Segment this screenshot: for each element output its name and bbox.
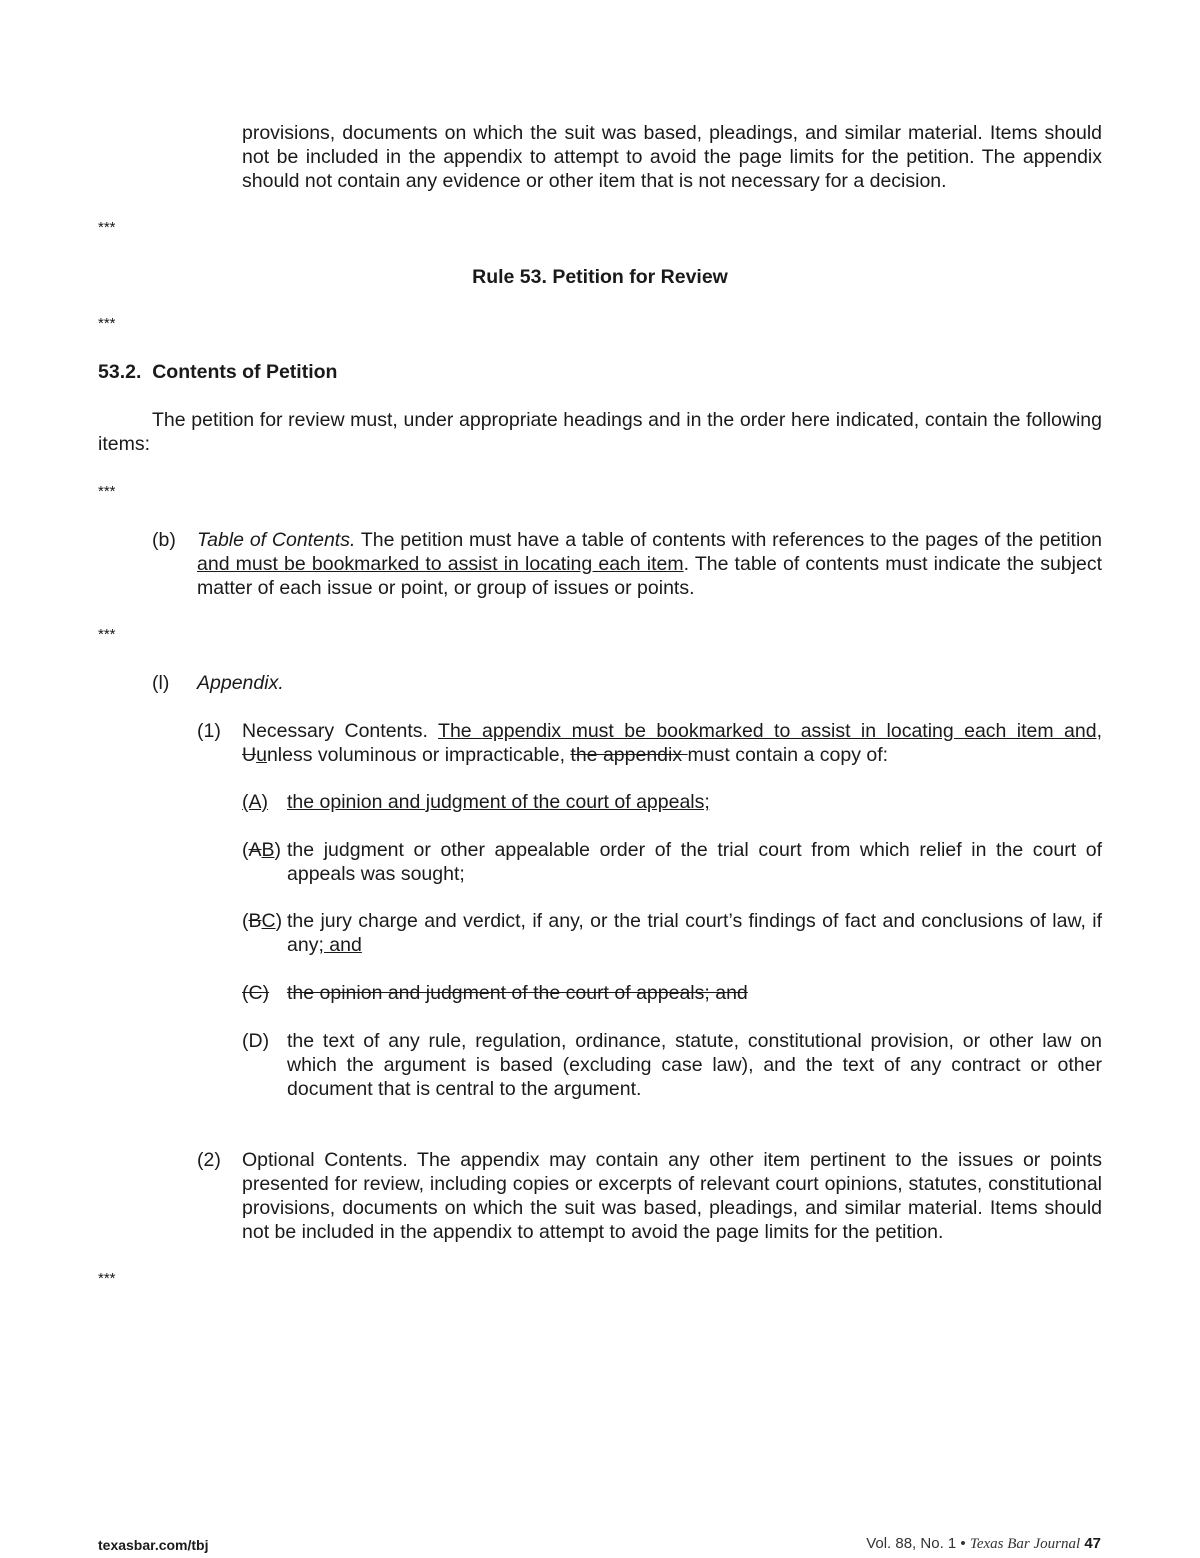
item-b-title: Table of Contents. xyxy=(197,529,356,551)
sub-c-old-label: (C) xyxy=(242,982,270,1004)
omission-marker: *** xyxy=(98,315,116,332)
sub-b-text: the judgment or other appealable order of the trial court from which relief in the court of appeals was sought; xyxy=(287,839,1102,885)
sub-c-label xyxy=(242,909,282,933)
item-l-title: Appendix. xyxy=(197,672,284,694)
sub1-inserted-letter: u xyxy=(256,744,267,766)
omission-marker: *** xyxy=(98,483,116,500)
item-b-text: The petition must have a table of contents with references to the pages of the petition xyxy=(355,529,1102,551)
sub-c-inserted-tail: ; and xyxy=(318,934,362,956)
item-b-paragraph xyxy=(197,528,1102,600)
sub1-inserted-text: The appendix must be bookmarked to assist in locating each item and, xyxy=(438,720,1102,742)
sub-c-inserted-letter: C xyxy=(261,910,276,932)
sub-b-label xyxy=(242,838,281,862)
sub1-lead: Necessary Contents. xyxy=(242,720,439,742)
intro-paragraph: The petition for review must, under appropriate headings and in the order here indicated, contain the following items: xyxy=(98,409,1102,455)
item-l-label: (l) xyxy=(152,672,170,694)
footer-site-link[interactable]: texasbar.com/tbj xyxy=(98,1537,209,1553)
sub-b-deleted-letter: A xyxy=(248,839,262,861)
footer-bullet: • xyxy=(960,1535,966,1552)
sub-c-old-text: the opinion and judgment of the court of appeals; and xyxy=(287,982,748,1004)
footer-volume: Vol. 88, No. 1 xyxy=(866,1535,957,1552)
omission-marker: *** xyxy=(98,626,116,643)
sub-c-paragraph xyxy=(287,909,1102,957)
sub1-deleted-letter: U xyxy=(242,744,257,766)
sub-d-label: (D) xyxy=(242,1030,270,1052)
sub-c-text: the jury charge and verdict, if any, or the trial court’s findings of fact and conclusions of law, if any xyxy=(287,910,1102,956)
sub2-label: (2) xyxy=(197,1149,221,1171)
sub-c-paren-open: ( xyxy=(242,910,249,932)
item-b-inserted-text: and must be bookmarked to assist in locating each item xyxy=(197,553,684,575)
sub1-paragraph xyxy=(242,719,1102,767)
item-b-label: (b) xyxy=(152,529,176,551)
footer-journal-name: Texas Bar Journal xyxy=(969,1536,1081,1552)
sub-a-new-label: (A) xyxy=(242,791,268,813)
section-heading: 53.2. Contents of Petition xyxy=(98,361,338,383)
sub-b-paren-close: ) xyxy=(274,839,282,861)
footer-citation xyxy=(866,1532,1101,1556)
sub-b-inserted-letter: B xyxy=(261,839,275,861)
sub1-text-cont: must contain a copy of: xyxy=(687,744,889,766)
sub-c-deleted-letter: B xyxy=(248,910,262,932)
sub1-label: (1) xyxy=(197,720,221,742)
omission-marker: *** xyxy=(98,219,116,236)
sub1-deleted-text: the appendix xyxy=(570,744,688,766)
sub1-text: nless voluminous or impracticable, xyxy=(266,744,571,766)
item-b-text-cont: . The table of contents must indicate the subject matter of each issue or point, or group of issues or points. xyxy=(197,553,1102,599)
page-number: 47 xyxy=(1084,1535,1101,1552)
omission-marker: *** xyxy=(98,1270,116,1287)
sub-d-text: the text of any rule, regulation, ordinance, statute, constitutional provision, or other law on which the argument is based (excluding case law), and the text of any contract or other document that is central to the argument. xyxy=(287,1030,1102,1100)
continued-paragraph: provisions, documents on which the suit was based, pleadings, and similar material. Items should not be included in the appendix to attempt to avoid the page limits for the petition. The appendix should not contain any evidence or other item that is not necessary for a decision. xyxy=(242,122,1102,192)
sub2-text: Optional Contents. The appendix may contain any other item pertinent to the issues or points presented for review, including copies or excerpts of relevant court opinions, statutes, constitutional provisions, documents on which the suit was based, pleadings, and similar material. Items should not be included in the appendix to attempt to avoid the page limits for the petition. xyxy=(242,1149,1102,1243)
sub-a-new-text: the opinion and judgment of the court of appeals; xyxy=(287,791,710,813)
sub-c-paren-close: ) xyxy=(275,910,283,932)
sub-b-paren-open: ( xyxy=(242,839,249,861)
rule-title: Rule 53. Petition for Review xyxy=(472,266,728,288)
